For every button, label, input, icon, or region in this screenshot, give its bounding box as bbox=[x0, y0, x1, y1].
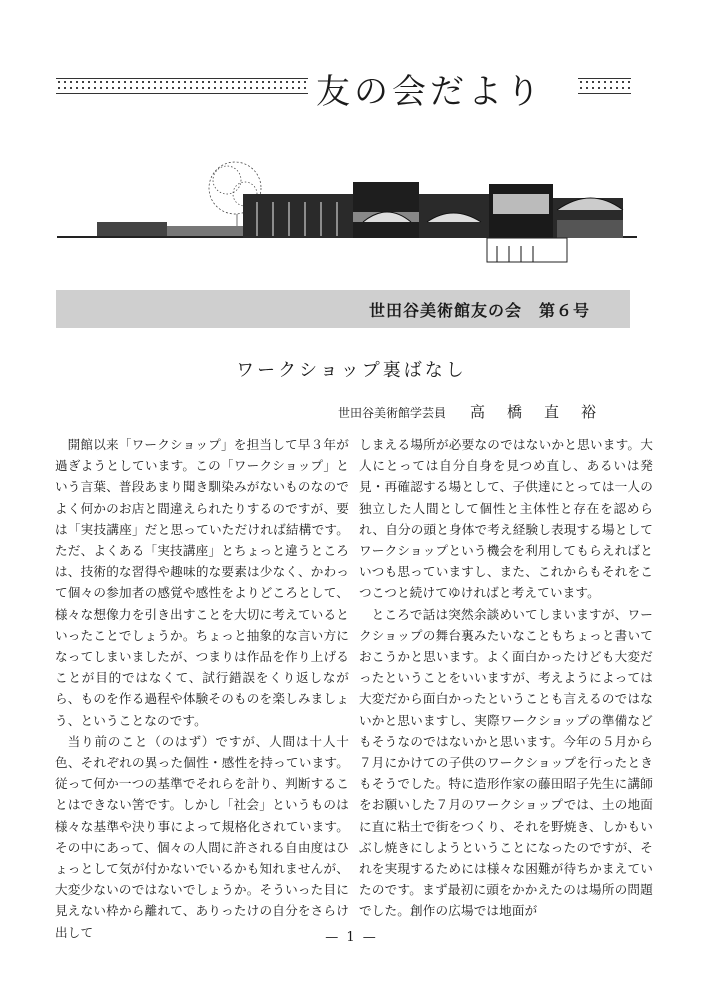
newsletter-title: 友の会だより bbox=[316, 72, 544, 112]
publication-issue: 世田谷美術館友の会 第６号 bbox=[368, 301, 590, 320]
paragraph: しまえる場所が必要なのではないかと思います。大人にとっては自分自身を見つめ直し、あるいは発見・再確認する場として、子供達にとっては一人の独立した人間として個性と主体性と存在を認められ、自分の頭と身体で考え経験し表現する場としてワークショップという機会を利用してもらえればといつも思っていますし、また、これからもそれをこつこつと続けてゆければと考えています。 bbox=[359, 437, 653, 601]
article-column-left bbox=[55, 434, 349, 943]
museum-building-illustration bbox=[57, 150, 637, 270]
byline bbox=[338, 401, 618, 422]
page-number: — 1 — bbox=[325, 930, 378, 945]
paragraph: 開館以来「ワークショップ」を担当して早３年が過ぎようとしています。この「ワークショップ」という言葉、普段あまり聞き馴染みがないものなのでよく何かのお店と間違えられたりするのですが、要は「実技講座」だと思っていただければ結構です。ただ、よくある「実技講座」とちょっと違うところは、技術的な習得や趣味的な要素は少なく、かわって個々の参加者の感覚や感性をよりどころとして、様々な想像力を引き出すことを大切に考えているといったことでしょうか。ちょっと抽象的な言い方になってしまいましたが、つまりは作品を作り上げることが目的ではなくて、試行錯誤をくり返しながら、ものを作る過程や体験そのものを楽しみましょう、ということなのです。 bbox=[55, 437, 349, 728]
dotted-rule-right bbox=[578, 78, 631, 94]
dotted-rule-left bbox=[56, 78, 308, 94]
publication-banner bbox=[56, 290, 630, 328]
masthead bbox=[56, 68, 631, 118]
article-title: ワークショップ裏ばなし bbox=[236, 360, 467, 381]
author-name: 高橋直裕 bbox=[470, 403, 619, 421]
article-column-right bbox=[359, 434, 653, 922]
author-role: 世田谷美術館学芸員 bbox=[338, 406, 447, 420]
paragraph: ところで話は突然余談めいてしまいますが、ワークショップの舞台裏みたいなこともちょっと書いておこうかと思います。よく面白かったけども大変だったということをいいますが、考えようによっては大変だから面白かったということも言えるのではないかと思いますし、実際ワークショップの準備などもそうなのではないかと思います。今年の５月から７月にかけての子供のワークショップを行ったときもそうでした。特に造形作家の藤田昭子先生に講師をお願いした７月のワークショップでは、土の地面に直に粘土で街をつくり、それを野焼き、しかもいぶし焼きにしようということになったのですが、それを実現するためには様々な困難が待ちかまえていたのです。まず最初に頭をかかえたのは場所の問題でした。創作の広場では地面が bbox=[359, 606, 653, 919]
paragraph: 当り前のこと（のはず）ですが、人間は十人十色、それぞれの異った個性・感性を持っています。従って何か一つの基準でそれらを計り、判断することはできない筈です。しかし「社会」というものは様々な基準や決り事によって規格化されています。その中にあって、個々の人間に許される自由度はひょっとして気が付かないでいるかも知れませんが、大変少ないのではないでしょうか。そういった目に見えない枠から離れて、ありったけの自分をさらけ出して bbox=[55, 733, 349, 940]
